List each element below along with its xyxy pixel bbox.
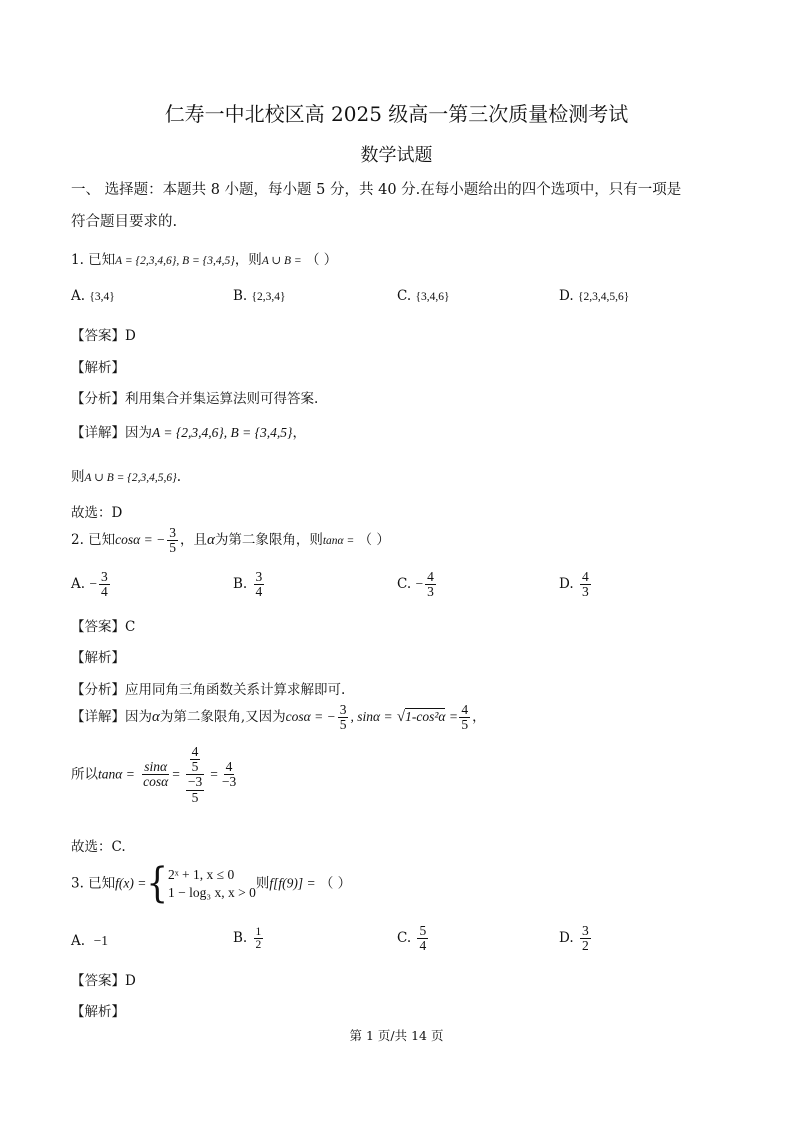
q3-option-c: C. $\frac{5}{4}$ <box>397 923 427 954</box>
q2-tan-expr: tanα = <box>322 535 355 548</box>
q3-f-lhs: f(x) = <box>115 875 147 891</box>
q1-xiangjie: 【详解】因为A = {2,3,4,6}, B = {3,4,5}， <box>71 425 306 441</box>
q2-answer: 【答案】C <box>71 619 136 635</box>
q2-fenxi: 【分析】应用同角三角函数关系计算求解即可. <box>71 682 346 698</box>
q2-option-b: B. $\frac{3}{4}$ <box>233 569 263 600</box>
q2-stem-fraction: $\frac{3}{5}$ <box>169 525 176 556</box>
q1-stem-expr: A ∪ B = <box>261 255 302 267</box>
q1-answer: 【答案】D <box>71 328 136 344</box>
q1-option-b: B. {2,3,4} <box>233 288 286 304</box>
q1-jiexi: 【解析】 <box>71 360 125 376</box>
q1-option-c: C. {3,4,6} <box>397 288 450 304</box>
q3-jiexi: 【解析】 <box>71 1004 125 1020</box>
q1-stem-pre: 1. 已知 <box>71 252 116 268</box>
q3-f-expr: f[f(9)] = <box>269 875 316 891</box>
q1-xiangjie-expr: A = {2,3,4,6}, B = {3,4,5} <box>152 425 293 440</box>
q2-choose: 故选：C. <box>71 839 126 855</box>
q2-option-a: A. − $\frac{3}{4}$ <box>71 569 108 600</box>
q2-jiexi: 【解析】 <box>71 650 125 666</box>
page-subtitle: 数学试题 <box>360 145 433 166</box>
q1-option-a: A. {3,4} <box>71 288 115 304</box>
q1-stem-mid: ，则 <box>234 252 262 268</box>
page-title: 仁寿一中北校区高 2025 级高一第三次质量检测考试 <box>164 102 629 126</box>
q3-option-b: B. $\frac{1}{2}$ <box>233 926 262 952</box>
q2-option-c: C. − $\frac{4}{3}$ <box>397 569 434 600</box>
q1-stem <box>71 248 337 268</box>
section-heading-line2: 符合题目要求的. <box>71 214 178 230</box>
q2-xiangjie: 【详解】因为α为第二象限角,又因为cosα = − $\frac{3}{5}$ , sinα = √1-cos²α = $\frac{4}{5}$ ， <box>71 702 486 733</box>
q2-sqrt-expr: 1-cos²α <box>405 709 446 725</box>
q2-stem: 2. 已知cosα = − $\frac{3}{5}$ ，且α为第二象限角，则tanα = （ ） <box>71 525 390 556</box>
q1-option-d: D. {2,3,4,5,6} <box>559 288 630 304</box>
q1-then: 则A ∪ B = {2,3,4,5,6}. <box>71 469 181 485</box>
q2-so: 所以tanα = $\frac{\sin\alpha}{\cos\alpha}$ = $\frac{\frac{4}{5}}{\frac{-3}{5}}$ = $\frac{4}{-3}$ <box>71 744 237 805</box>
q3-piecewise: 2ˣ + 1, x ≤ 0 1 − log₃ x, x > 0 <box>168 867 256 901</box>
q2-complex-fraction: $\frac{\frac{4}{5}}{\frac{-3}{5}}$ <box>182 745 208 805</box>
q3-answer: 【答案】D <box>71 973 136 989</box>
q3-option-d: D. $\frac{3}{2}$ <box>559 923 589 954</box>
q3-stem: 3. 已知f(x) ={ 2ˣ + 1, x ≤ 0 1 − log₃ x, x > 0 则f[f(9)] = （ ） <box>71 860 352 909</box>
q2-option-d: D. $\frac{4}{3}$ <box>559 569 589 600</box>
q1-stem-set: A = {2,3,4,6}, B = {3,4,5} <box>115 255 235 267</box>
page-footer: 第 1 页/共 14 页 <box>349 1028 444 1043</box>
section-heading-line1: 一、 选择题：本题共 8 小题，每小题 5 分，共 40 分.在每小题给出的四个选项中，只有一项是 <box>71 182 682 198</box>
q3-option-a: A. −1 <box>71 933 109 949</box>
q1-choose: 故选：D <box>71 505 123 521</box>
q2-cos-expr: cosα = − <box>115 532 166 548</box>
q1-fenxi: 【分析】利用集合并集运算法则可得答案. <box>71 391 319 407</box>
q1-then-expr: A ∪ B = {2,3,4,5,6} <box>84 472 177 484</box>
q1-stem-paren: （ ） <box>305 252 338 268</box>
